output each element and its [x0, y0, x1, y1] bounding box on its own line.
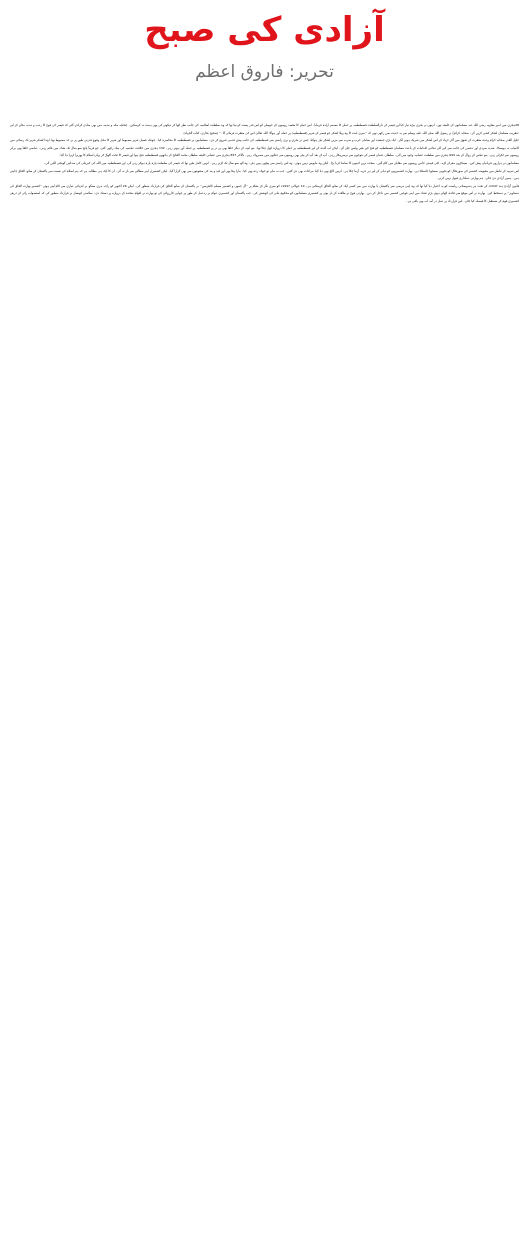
article-paragraph: 48ہجری میں امیر معاویہ رضی اللہ عنہ مسلمانوں کے خلیفہ تھے۔ انہوں نے بحری بیڑہ تیار کیا اور قیصر کے دارالسلطنت قسطنطنیہ پر حملے کا مصمم ارادہ فرمایا۔ اس حملے کا مقصد رومیوں کے حوصلے کو اس قدر پست کردینا تھا کہ وہ سلطنت اسلامیہ کی جانب نظر اٹھا کر دیکھنے کی بھی ہمت نہ کرسکیں۔ چنانچہ مکہ و مدینہ میں بھی منادی کرادی گئی کہ قیصر کی فوج کا رعب و دبدبہ مٹانے کے لیے عنقریب مسلمان لشکر کشی کریں گے۔ صحابہ کرامؓ نے رسول اللہ صلی اللہ علیہ وسلم سے یہ حدیث سن رکھی تھی کہ ’’میری امت کا وہ پہلا لشکر جو قیصر کے شہر (قسطنطنیہ) پر حملہ آور ہوگا، اللہ تعالیٰ اس کی مغفرت فرمائے گا۔‘‘ (صحیح بخاری، کتاب الجہاد) — [10, 123, 519, 135]
article-paragraph: مسلمانوں نے ہزاروں قربانیاں پیش کیں۔ سینکڑوں معرکے لڑے۔ کئی قیمتی جانیں رومیوں سے مقابلے میں کام آئیں۔ سخت ترین اذیتوں کا سامنا کرنا پڑا۔ لیکن وہ مایوس نہیں ہوئے۔ وہ اس راستے سے پیچھے نہیں ہٹے۔ وہ آٹھ سو سال تک لڑتے رہے۔ انہیں کامل یقین تھا کہ قیصر کی سلطنت پارہ پارہ ہوکر رہے گی، اور قسطنطنیہ میں اللہ کی کبریائی کی صدائیں گونجنے لگیں گی۔ — [43, 160, 519, 165]
article-title: آزادی کی صبح — [144, 10, 385, 50]
article-byline: تحریر: فاروق اعظم — [195, 62, 334, 82]
article-body — [10, 122, 519, 206]
article-paragraph: اس تمہید کے تناظر میں مقبوضہ کشمیر کی صورتحال کو بخوبی سمجھا جاسکتا ہے۔ بھارت کشمیریوں کو دبانے کے لیے ہر حربہ آزما چکا ہے۔ انہیں لالچ بھی دیا گیا، مراعات بھی دی گئیں۔ جب نہ مانے تو خوف زدہ بھی کیا۔ مارا پیٹا بھی اور قید و بند کی صعوبتوں سے بھی گزارا گیا۔ لیکن کشمیری اپنے مطالبے سے باز نہ آئے۔ ان کا ایک ہی مطالبہ ہے کہ ہم اسلام کی نسبت سے پاکستان کے ساتھ الحاق چاہتے ہیں۔ ہمیں آزادی دی جائے۔ ہم بھارتی عملداری قبول نہیں کرتے۔ — [10, 168, 519, 181]
article-paragraph: قانون آزادیٔ ہند 1947ء کے تحت ہر ہندوستانی ریاست کو یہ اختیار دیا گیا تھا کہ وہ اپنی مرضی سے پاکستان یا بھارت میں سے کسی ایک کے ساتھ الحاق کرسکتی ہے۔ 19 جولائی 1947ء کو سری نگر کے مقام پر ’’آل جموں و کشمیر مسلم کانفرنس‘‘ نے پاکستان کے ساتھ الحاق کی قرارداد منظور کی۔ لیکن 26 اکتوبر کو راجہ ہری سنگھ نے انتہائی عیاری سے کام لیتے ہوئے ’’کشمیر بھارت الحاق کی دستاویز‘‘ پر دستخط کیے۔ بھارت نے اس موقع سے فائدہ اٹھاتے ہوئے بڑی تعداد میں اپنی فوجیں کشمیر میں داخل کر دیں۔ بھارتی فوج نے طاقت کے بل بوتے پر کشمیری مسلمانوں کو محکوم بنانے کی کوشش کی۔ جب پاکستان اور کشمیری عوام نے ردعمل کے طور پر جوابی کارروائی کی تو بھارت نے اقوام متحدہ کے دروازے پر دستک دی۔ سلامتی کونسل نے قرارداد منظور کی کہ استصواب رائے کے ذریعے کشمیری قوم کے مستقبل کا فیصلہ کیا جائے۔ اس قرارداد پر عمل در آمد اب بھی باقی ہے۔ — [10, 183, 519, 203]
article-paragraph: جلیل القدر صحابہ کرام وعدہ مغفرت کے شوق میں آکر جہاد کے اس لشکر میں شریک ہونے لگے۔ ایک بڑی جمعیت اور سامان حرب و ضرب سے مزین لشکر تیار ہوگیا، جس نے بحری و بری راستے سے قسطنطنیہ کی جانب پیش قدمی شروع کر دی۔ مسلمانوں نے قسطنطنیہ کا محاصرہ کیا۔ چونکہ فصیل شہر مضبوط اور شہر کا محل وقوع قدرتی طور پر بے حد مضبوط تھا، لہٰذا لشکر شہر تک رسائی میں کامیاب نہ ہوسکا۔ شدید سردی اور دشمن کی جانب سے کیے گئے دفاعی اقدامات کے باعث مسلمان قسطنطنیہ کو فتح کیے بغیر واپس چلے آئے۔ لیکن اب آئندہ کے لیے قسطنطنیہ پر حملے کا دروازہ کھل چکا تھا۔ بنو امیہ کے دیگر خلفا بھی پے در پے قسطنطنیہ پر حملہ آور ہوتے رہے۔ 132 ہجری میں خلافت عباسیہ کی بنیاد رکھی گئی، جو قریباً پانچ سو سال تک بغداد میں قائم رہی۔ عباسی خلفا بھی برابر رومیوں سے ٹکراتے رہے۔ بنو عباس کے زوال کے بعد 699 ہجری میں سلطنت عثمانیہ وجود میں آئی۔ سلطان عثمان قیصر کی فوجوں سے برسرپیکار رہے۔ آپ کے بعد آپ کے بیٹے بھی رومیوں سے جنگوں میں مصروف رہے۔ بالآخر 857 ہجری میں عثمانی خلیفہ سلطان محمد الفاتح کے ہاتھوں قسطنطنیہ فتح ہوا اور قیصر کا تخت اکھاڑ کر یہاں اسلام کا پھریرا لہرا دیا گیا۔ — [10, 138, 519, 158]
